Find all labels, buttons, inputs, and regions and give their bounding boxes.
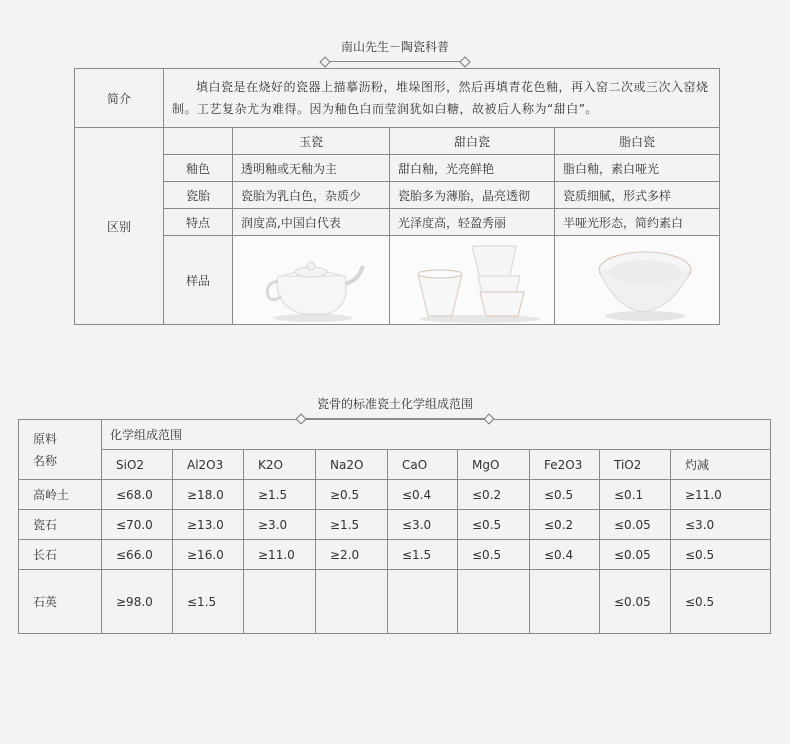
value-cell: ≤1.5: [388, 540, 458, 570]
value-cell: ≥1.5: [244, 480, 316, 510]
table-row: [19, 570, 771, 634]
table-cell: 半哑光形态，简约素白: [555, 209, 720, 236]
clay-composition-table: [18, 419, 771, 634]
cups-image: [390, 236, 554, 324]
table-cell: 脂白釉，素白哑光: [555, 155, 720, 182]
value-cell: ≥0.5: [316, 480, 388, 510]
value-cell: ≤0.05: [600, 540, 671, 570]
diff-label: 区别: [75, 128, 164, 325]
blank-header-cell: [164, 128, 233, 155]
value-cell: ≥13.0: [173, 510, 244, 540]
value-cell: ≤0.05: [600, 570, 671, 634]
column-header: Al2O3: [173, 450, 244, 480]
column-header: 灼减: [671, 450, 771, 480]
value-cell: [530, 570, 600, 634]
section2-title-block: [0, 393, 790, 416]
table-cell: 光泽度高，轻盈秀丽: [390, 209, 555, 236]
value-cell: ≤0.1: [600, 480, 671, 510]
row-label: 特点: [164, 209, 233, 236]
column-header: SiO2: [102, 450, 173, 480]
table-row: [19, 510, 771, 540]
table-cell: 瓷胎多为薄胎，晶亮透彻: [390, 182, 555, 209]
value-cell: ≤1.5: [173, 570, 244, 634]
intro-text: 填白瓷是在烧好的瓷器上描摹沥粉，堆垛图形，然后再填青花色釉，再入窑二次或三次入窑烧制。工艺复杂尤为难得。因为釉色白而莹润犹如白糖，故被后人称为“甜白”。: [164, 69, 720, 128]
column-header: Fe2O3: [530, 450, 600, 480]
value-cell: ≤0.4: [388, 480, 458, 510]
value-cell: ≤0.05: [600, 510, 671, 540]
material-name: 石英: [19, 570, 102, 634]
teapot-image: [233, 236, 389, 324]
value-cell: ≥16.0: [173, 540, 244, 570]
column-header: TiO2: [600, 450, 671, 480]
value-cell: ≥1.5: [316, 510, 388, 540]
value-cell: ≤0.5: [458, 540, 530, 570]
diamond-ornament-icon: [319, 56, 330, 67]
value-cell: ≤0.5: [671, 570, 771, 634]
value-cell: ≥3.0: [244, 510, 316, 540]
value-cell: [316, 570, 388, 634]
sample-image-cell: [233, 236, 390, 325]
sample-image-cell: [555, 236, 720, 325]
value-cell: ≥11.0: [244, 540, 316, 570]
column-header: 玉瓷: [233, 128, 390, 155]
value-cell: ≤3.0: [388, 510, 458, 540]
table-cell: 瓷质细腻，形式多样: [555, 182, 720, 209]
table-cell: 瓷胎为乳白色，杂质少: [233, 182, 390, 209]
value-cell: ≤0.5: [458, 510, 530, 540]
value-cell: ≤0.5: [530, 480, 600, 510]
table-cell: 透明釉或无釉为主: [233, 155, 390, 182]
value-cell: ≤0.2: [458, 480, 530, 510]
header-label-name: 名称: [33, 453, 58, 468]
value-cell: [458, 570, 530, 634]
value-cell: [244, 570, 316, 634]
material-name: 高岭土: [19, 480, 102, 510]
table-cell: 润度高,中国白代表: [233, 209, 390, 236]
material-name-header: [19, 420, 102, 480]
value-cell: [388, 570, 458, 634]
section2-title: 瓷骨的标准瓷土化学组成范围: [316, 397, 473, 411]
value-cell: ≥18.0: [173, 480, 244, 510]
porcelain-comparison-table: [74, 68, 720, 325]
sample-label: 样品: [164, 236, 233, 325]
column-header: K2O: [244, 450, 316, 480]
column-header: CaO: [388, 450, 458, 480]
bowl-image: [555, 236, 719, 324]
value-cell: ≤0.2: [530, 510, 600, 540]
value-cell: ≤0.5: [671, 540, 771, 570]
section1-title: 南山先生－陶瓷科普: [340, 40, 449, 54]
value-cell: ≤68.0: [102, 480, 173, 510]
value-cell: ≥98.0: [102, 570, 173, 634]
value-cell: ≤70.0: [102, 510, 173, 540]
column-header: MgO: [458, 450, 530, 480]
section1-title-block: [0, 36, 790, 59]
value-cell: ≥2.0: [316, 540, 388, 570]
table-row: [19, 540, 771, 570]
column-header: Na2O: [316, 450, 388, 480]
value-cell: ≤66.0: [102, 540, 173, 570]
column-header: 甜白瓷: [390, 128, 555, 155]
header-label-material: 原料: [33, 431, 58, 446]
value-cell: ≤3.0: [671, 510, 771, 540]
material-name: 长石: [19, 540, 102, 570]
value-cell: ≥11.0: [671, 480, 771, 510]
composition-group-header: 化学组成范围: [102, 420, 771, 450]
intro-label: 简介: [75, 69, 164, 128]
column-header: 脂白瓷: [555, 128, 720, 155]
diamond-ornament-icon: [459, 56, 470, 67]
table-cell: 甜白釉，光亮鲜艳: [390, 155, 555, 182]
row-label: 瓷胎: [164, 182, 233, 209]
material-name: 瓷石: [19, 510, 102, 540]
row-label: 釉色: [164, 155, 233, 182]
value-cell: ≤0.4: [530, 540, 600, 570]
sample-image-cell: [390, 236, 555, 325]
table-row: [19, 480, 771, 510]
